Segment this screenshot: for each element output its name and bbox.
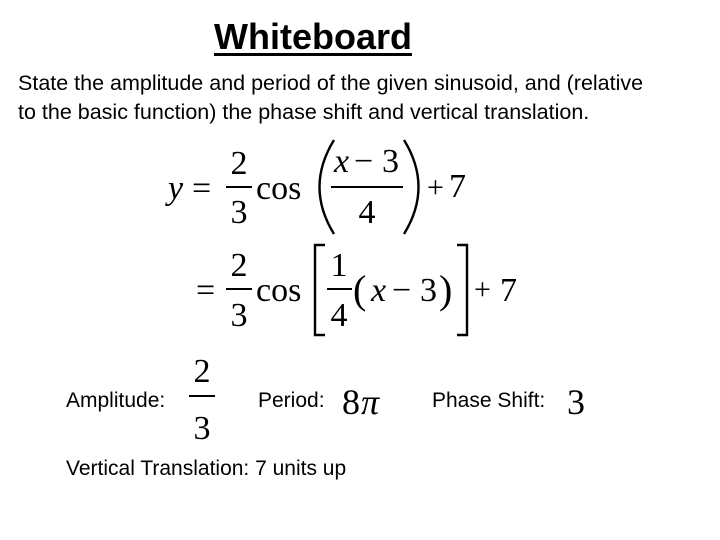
eq2-bracket-left	[315, 245, 325, 335]
eq2-const: 3	[420, 272, 437, 309]
period-pi: π	[361, 382, 380, 422]
eq2-bracket-right	[457, 245, 467, 335]
period-label: Period:	[258, 389, 325, 412]
eq2-coef-num: 2	[230, 247, 248, 284]
amplitude-value	[189, 353, 215, 447]
eq2-paren-close: )	[439, 267, 453, 312]
eq2-inner-num: 1	[330, 247, 348, 284]
eq1-shift: 7	[449, 168, 466, 205]
eq1-coef-den: 3	[230, 194, 248, 231]
problem-statement: State the amplitude and period of the given sinusoid, and (relative to the basic function) the phase shift and vertical translation.	[18, 71, 644, 124]
eq1-paren-right	[404, 140, 419, 234]
eq2-shift: 7	[500, 272, 517, 309]
eq2-func: cos	[256, 272, 302, 309]
eq2-paren-open: (	[353, 267, 367, 312]
phase-shift-label: Phase Shift:	[432, 389, 546, 412]
equation-line-2	[196, 245, 517, 335]
eq1-arg-minus: −	[354, 143, 374, 180]
period-coef: 8	[342, 382, 360, 422]
page-title: Whiteboard	[214, 16, 412, 57]
vertical-translation-label: Vertical Translation: 7 units up	[66, 457, 347, 480]
amplitude-label: Amplitude:	[66, 389, 166, 412]
amplitude-den: 3	[193, 410, 211, 447]
equation-line-1	[165, 140, 466, 234]
eq2-var: x	[371, 272, 387, 309]
amplitude-num: 2	[193, 353, 211, 390]
eq1-lhs: y	[168, 170, 184, 207]
eq2-minus: −	[392, 272, 412, 309]
eq1-coef-num: 2	[230, 145, 248, 182]
period-value	[342, 382, 380, 422]
eq2-equals: =	[196, 272, 216, 309]
eq1-arg-den: 4	[358, 194, 376, 231]
eq2-coef-den: 3	[230, 297, 248, 334]
eq1-equals: =	[192, 170, 212, 207]
eq1-plus: +	[427, 171, 444, 204]
eq1-func: cos	[256, 170, 302, 207]
eq1-arg-var: x	[334, 143, 350, 180]
eq2-inner-den: 4	[330, 297, 348, 334]
eq1-arg-const: 3	[382, 143, 399, 180]
phase-shift-value: 3	[567, 382, 585, 422]
eq2-plus: +	[474, 273, 491, 306]
